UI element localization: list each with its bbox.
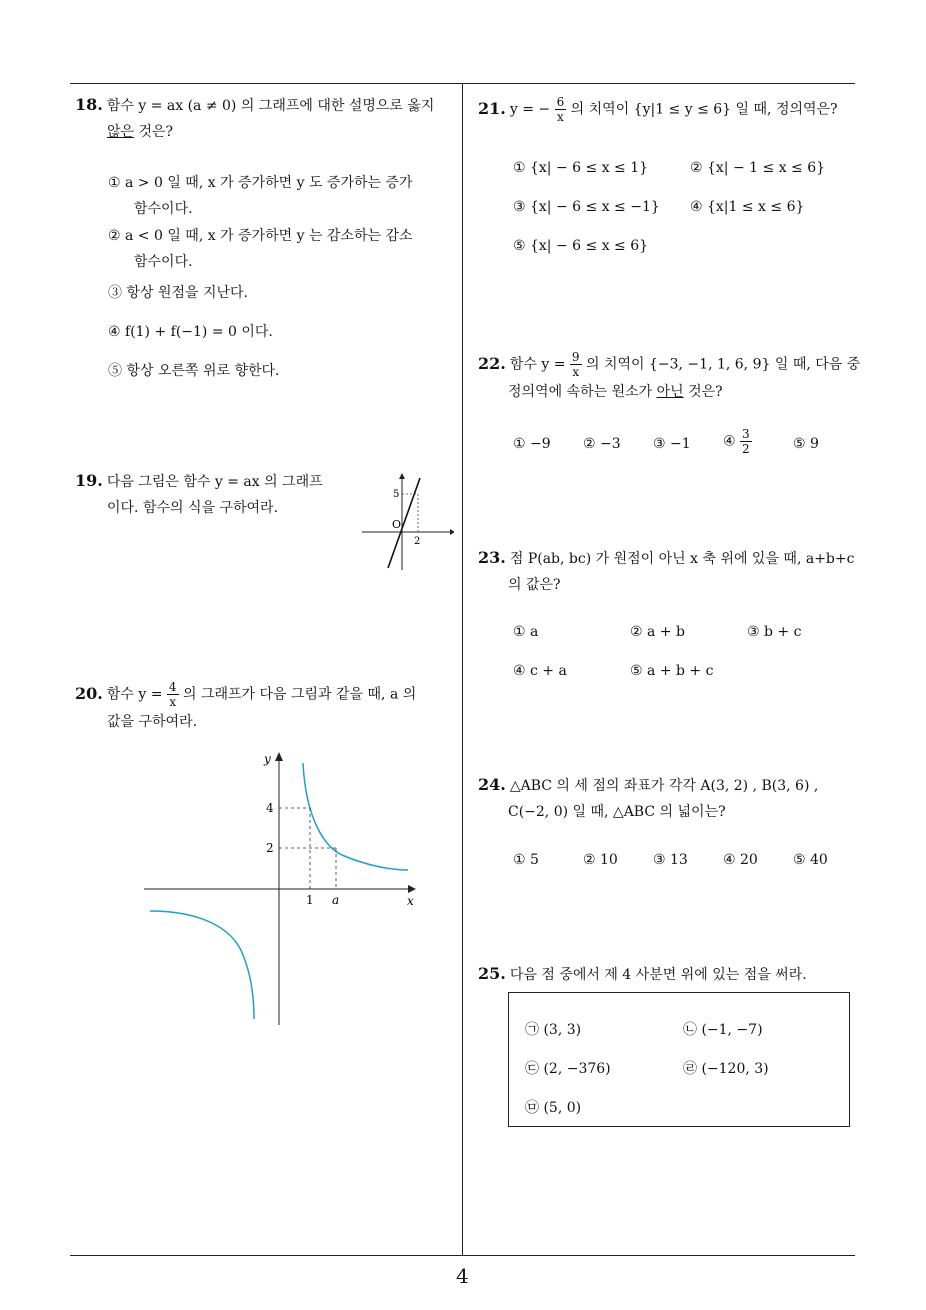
question-stem: 점 P(ab, bc) 가 원점이 아닌 x 축 위에 있을 때, a+b+c: [509, 551, 855, 567]
question-24: [478, 772, 868, 825]
q18-option-2: [108, 223, 458, 275]
question-number: 20.: [75, 683, 103, 703]
fraction-numerator: 6: [556, 95, 565, 109]
fraction: [555, 95, 567, 124]
option-text: ② a < 0 일 때, x 가 증가하면 y 는 감소하는 감소: [108, 228, 413, 244]
page-number: 4: [456, 1264, 469, 1288]
question-21: [478, 95, 858, 124]
question-stem-cont: 이다. 함수의 식을 구하여라.: [107, 500, 279, 516]
question-number: 18.: [75, 95, 103, 114]
q24-option-4: ④ 20: [723, 852, 758, 868]
question-stem-cont: 정의역에 속하는 원소가: [508, 384, 657, 400]
question-23: [478, 545, 863, 598]
question-20: [75, 680, 460, 735]
q22-option-1: ① −9: [513, 436, 551, 452]
question-stem-rest: 것은?: [134, 124, 174, 140]
q23-option-4: ④ c + a: [513, 663, 567, 679]
q18-option-4: ④ f(1) + f(−1) = 0 이다.: [108, 324, 273, 340]
question-stem-b: 의 치역이 {y|1 ≤ y ≤ 6} 일 때, 정의역은?: [570, 101, 838, 118]
question-stem-b: 의 그래프가 다음 그림과 같을 때, a 의: [182, 686, 417, 703]
q24-option-3: ③ 13: [653, 852, 688, 868]
axis-label-y: y: [264, 752, 271, 766]
q24-option-5: ⑤ 40: [793, 852, 828, 868]
fraction-numerator: 9: [571, 350, 580, 364]
column-divider: [462, 83, 463, 1256]
fraction-numerator: 4: [168, 680, 177, 694]
question-25: [478, 961, 868, 988]
question-18: [75, 92, 460, 145]
q25-option-1: ㉠ (3, 3): [525, 1022, 582, 1038]
question-stem: △ABC 의 세 점의 좌표가 각각 A(3, 2) , B(3, 6) ,: [509, 778, 819, 794]
q24-option-1: ① 5: [513, 852, 539, 868]
option-text-cont: 함수이다.: [134, 254, 193, 270]
fraction-denominator: 2: [742, 442, 750, 456]
axis-label-x: x: [407, 894, 414, 908]
q21-option-5: ⑤ {x| − 6 ≤ x ≤ 6}: [513, 238, 649, 254]
question-number: 21.: [478, 98, 506, 118]
fraction: [570, 350, 582, 379]
q19-graph: [358, 470, 454, 572]
option-text: ① a > 0 일 때, x 가 증가하면 y 도 증가하는 증가: [108, 175, 413, 191]
tick-label-2: 2: [266, 841, 274, 855]
q22-option-5: ⑤ 9: [793, 436, 819, 452]
q21-option-3: ③ {x| − 6 ≤ x ≤ −1}: [513, 199, 660, 215]
question-stem: 함수 y =: [106, 686, 163, 703]
q22-option-2: ② −3: [583, 436, 621, 452]
q23-option-5: ⑤ a + b + c: [630, 663, 714, 679]
question-22: [478, 350, 863, 405]
q24-option-2: ② 10: [583, 852, 618, 868]
question-stem-end: 것은?: [683, 384, 723, 400]
q20-hyperbola-graph: [140, 745, 425, 1030]
option-text-cont: 함수이다.: [134, 201, 193, 217]
question-stem-cont: 의 값은?: [508, 577, 561, 593]
q21-option-4: ④ {x|1 ≤ x ≤ 6}: [690, 199, 805, 215]
question-stem-b: 의 치역이 {−3, −1, 1, 6, 9} 일 때, 다음 중: [585, 356, 861, 373]
fraction-numerator: 3: [742, 427, 750, 441]
q23-option-1: ① a: [513, 624, 539, 640]
fraction-denominator: x: [169, 695, 177, 709]
underlined-word: 아닌: [656, 384, 684, 400]
graph-label-y5: 5: [393, 489, 400, 500]
tick-label-1: 1: [306, 893, 314, 907]
question-stem: 다음 점 중에서 제 4 사분면 위에 있는 점을 써라.: [509, 967, 807, 983]
fraction-denominator: x: [572, 365, 580, 379]
q22-option-3: ③ −1: [653, 436, 691, 452]
question-stem-cont: C(−2, 0) 일 때, △ABC 의 넓이는?: [508, 804, 726, 820]
fraction: [167, 680, 179, 709]
question-number: 24.: [478, 775, 506, 794]
q25-option-4: ㉣ (−120, 3): [683, 1061, 769, 1077]
q22-option-4: [723, 427, 752, 456]
q25-option-5: ㉤ (5, 0): [525, 1100, 582, 1116]
question-stem-cont: 값을 구하여라.: [107, 714, 198, 730]
question-number: 19.: [75, 471, 103, 490]
q21-option-2: ② {x| − 1 ≤ x ≤ 6}: [690, 160, 826, 176]
graph-label-origin: O: [392, 518, 402, 531]
question-stem: y = −: [509, 101, 551, 118]
graph-label-x2: 2: [414, 536, 421, 547]
q18-option-5: ⑤ 항상 오른쪽 위로 향한다.: [108, 363, 280, 379]
question-stem: 함수 y =: [509, 356, 566, 373]
q18-option-1: [108, 170, 458, 222]
q23-option-3: ③ b + c: [747, 624, 802, 640]
fraction: [740, 427, 752, 456]
option-marker: ④: [723, 433, 736, 450]
q18-option-3: ③ 항상 원점을 지난다.: [108, 285, 248, 301]
q25-option-2: ㉡ (−1, −7): [683, 1022, 763, 1038]
question-number: 23.: [478, 548, 506, 567]
tick-label-a: a: [332, 893, 340, 907]
q21-option-1: ① {x| − 6 ≤ x ≤ 1}: [513, 160, 649, 176]
fraction-denominator: x: [557, 110, 564, 124]
q25-option-3: ㉢ (2, −376): [525, 1061, 611, 1077]
question-number: 25.: [478, 964, 506, 983]
tick-label-4: 4: [266, 801, 274, 815]
question-19: [75, 468, 365, 521]
question-number: 22.: [478, 353, 506, 373]
q23-option-2: ② a + b: [630, 624, 685, 640]
underlined-word: 않은: [107, 124, 135, 140]
question-stem: 함수 y = ax (a ≠ 0) 의 그래프에 대한 설명으로 옳지: [106, 98, 435, 114]
question-stem: 다음 그림은 함수 y = ax 의 그래프: [106, 474, 323, 490]
